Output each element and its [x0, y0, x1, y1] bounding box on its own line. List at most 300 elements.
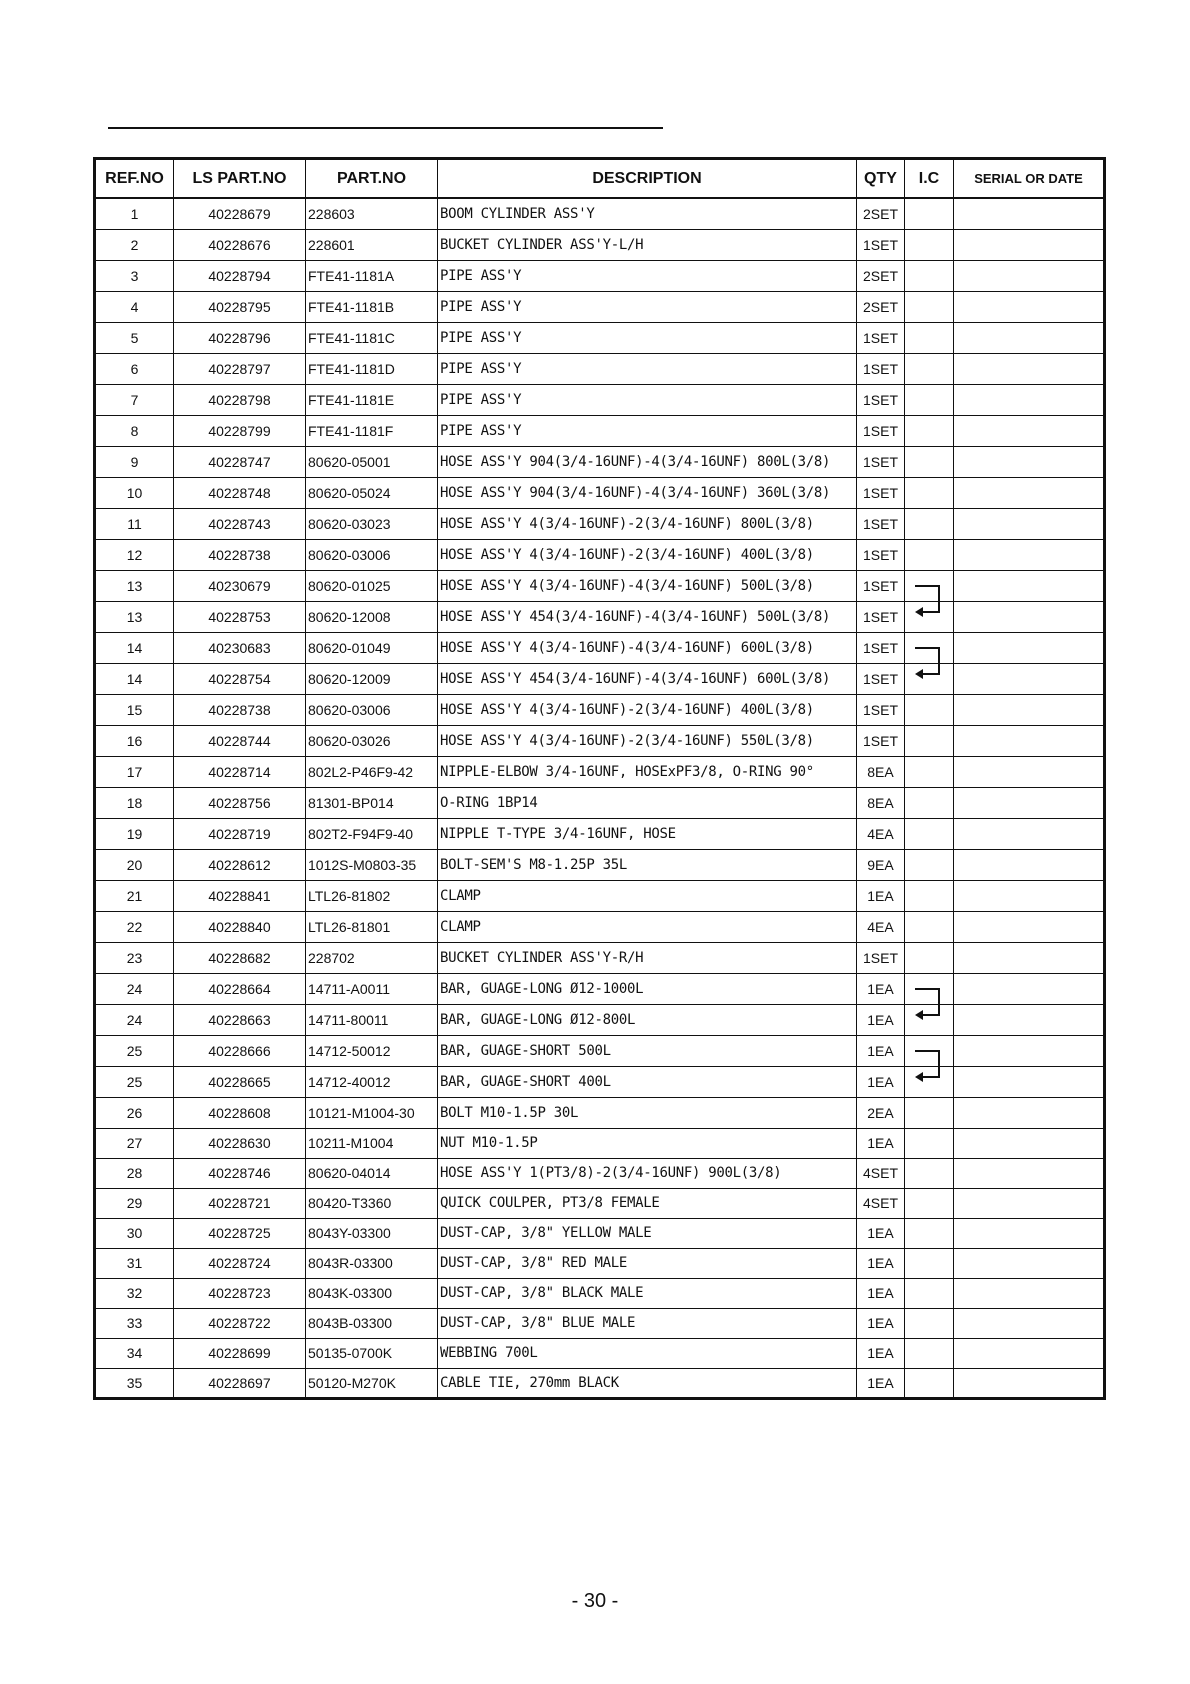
interchange-bracket-icon — [915, 1050, 941, 1067]
cell-part-no: 80620-03006 — [306, 539, 438, 570]
table-row — [95, 508, 1105, 539]
cell-ref-no: 25 — [95, 1066, 174, 1097]
cell-ls-part-no: 40228753 — [174, 601, 306, 632]
cell-ls-part-no: 40228664 — [174, 973, 306, 1004]
cell-qty: 1SET — [857, 477, 905, 508]
cell-qty: 1EA — [857, 1035, 905, 1066]
cell-description: BAR, GUAGE-LONG Ø12-800L — [438, 1004, 857, 1035]
cell-serial-or-date — [954, 446, 1105, 477]
cell-qty: 1EA — [857, 1368, 905, 1398]
table-row — [95, 942, 1105, 973]
cell-ref-no: 27 — [95, 1128, 174, 1158]
cell-serial-or-date — [954, 198, 1105, 229]
table-row — [95, 260, 1105, 291]
cell-ls-part-no: 40228608 — [174, 1097, 306, 1128]
cell-qty: 8EA — [857, 787, 905, 818]
cell-ls-part-no: 40228743 — [174, 508, 306, 539]
cell-serial-or-date — [954, 1248, 1105, 1278]
table-row — [95, 1097, 1105, 1128]
cell-interchange — [905, 1368, 954, 1398]
cell-serial-or-date — [954, 942, 1105, 973]
cell-interchange — [905, 291, 954, 322]
cell-ref-no: 24 — [95, 973, 174, 1004]
cell-ref-no: 16 — [95, 725, 174, 756]
cell-qty: 1EA — [857, 973, 905, 1004]
cell-ref-no: 18 — [95, 787, 174, 818]
cell-ref-no: 14 — [95, 663, 174, 694]
cell-ls-part-no: 40228724 — [174, 1248, 306, 1278]
cell-part-no: 80620-05001 — [306, 446, 438, 477]
cell-qty: 2SET — [857, 260, 905, 291]
cell-part-no: 81301-BP014 — [306, 787, 438, 818]
cell-qty: 1SET — [857, 229, 905, 260]
cell-ls-part-no: 40228679 — [174, 198, 306, 229]
cell-qty: 1SET — [857, 446, 905, 477]
cell-ls-part-no: 40228665 — [174, 1066, 306, 1097]
cell-serial-or-date — [954, 415, 1105, 446]
cell-description: WEBBING 700L — [438, 1338, 857, 1368]
cell-description: BUCKET CYLINDER ASS'Y-R/H — [438, 942, 857, 973]
cell-part-no: FTE41-1181D — [306, 353, 438, 384]
cell-part-no: 80420-T3360 — [306, 1188, 438, 1218]
cell-description: HOSE ASS'Y 4(3/4-16UNF)-2(3/4-16UNF) 400L(3/8) — [438, 539, 857, 570]
cell-interchange — [905, 570, 954, 601]
cell-interchange — [905, 1066, 954, 1097]
header-part-no: PART.NO — [306, 159, 438, 199]
cell-interchange — [905, 477, 954, 508]
cell-ls-part-no: 40228796 — [174, 322, 306, 353]
cell-qty: 2SET — [857, 291, 905, 322]
cell-ref-no: 29 — [95, 1188, 174, 1218]
interchange-bracket-icon — [915, 988, 941, 1005]
cell-serial-or-date — [954, 694, 1105, 725]
cell-ls-part-no: 40228725 — [174, 1218, 306, 1248]
cell-interchange — [905, 1278, 954, 1308]
cell-ref-no: 23 — [95, 942, 174, 973]
cell-ref-no: 13 — [95, 601, 174, 632]
cell-qty: 1SET — [857, 415, 905, 446]
cell-description: HOSE ASS'Y 454(3/4-16UNF)-4(3/4-16UNF) 600L(3/8) — [438, 663, 857, 694]
cell-serial-or-date — [954, 1278, 1105, 1308]
cell-ref-no: 28 — [95, 1158, 174, 1188]
cell-ref-no: 35 — [95, 1368, 174, 1398]
cell-serial-or-date — [954, 973, 1105, 1004]
cell-ls-part-no: 40228797 — [174, 353, 306, 384]
cell-ls-part-no: 40228841 — [174, 880, 306, 911]
cell-part-no: 80620-03026 — [306, 725, 438, 756]
cell-ls-part-no: 40228795 — [174, 291, 306, 322]
cell-interchange — [905, 446, 954, 477]
table-row — [95, 725, 1105, 756]
cell-description: PIPE ASS'Y — [438, 260, 857, 291]
cell-description: HOSE ASS'Y 454(3/4-16UNF)-4(3/4-16UNF) 500L(3/8) — [438, 601, 857, 632]
cell-ref-no: 17 — [95, 756, 174, 787]
cell-interchange — [905, 508, 954, 539]
cell-qty: 4SET — [857, 1188, 905, 1218]
cell-ref-no: 8 — [95, 415, 174, 446]
table-row — [95, 353, 1105, 384]
cell-ref-no: 22 — [95, 911, 174, 942]
header-ls-part-no: LS PART.NO — [174, 159, 306, 199]
cell-qty: 2EA — [857, 1097, 905, 1128]
cell-serial-or-date — [954, 570, 1105, 601]
cell-part-no: 14711-80011 — [306, 1004, 438, 1035]
table-row — [95, 880, 1105, 911]
parts-list-table — [93, 157, 1106, 1400]
header-serial-or-date: SERIAL OR DATE — [954, 159, 1105, 199]
table-row — [95, 1066, 1105, 1097]
cell-serial-or-date — [954, 849, 1105, 880]
cell-part-no: LTL26-81801 — [306, 911, 438, 942]
cell-interchange — [905, 353, 954, 384]
cell-description: BAR, GUAGE-SHORT 500L — [438, 1035, 857, 1066]
cell-serial-or-date — [954, 1004, 1105, 1035]
cell-part-no: 80620-03006 — [306, 694, 438, 725]
cell-description: BOLT M10-1.5P 30L — [438, 1097, 857, 1128]
cell-description: HOSE ASS'Y 4(3/4-16UNF)-4(3/4-16UNF) 600L(3/8) — [438, 632, 857, 663]
cell-interchange — [905, 1188, 954, 1218]
cell-ref-no: 32 — [95, 1278, 174, 1308]
cell-serial-or-date — [954, 911, 1105, 942]
table-row — [95, 1128, 1105, 1158]
cell-part-no: FTE41-1181F — [306, 415, 438, 446]
cell-interchange — [905, 787, 954, 818]
cell-ls-part-no: 40228722 — [174, 1308, 306, 1338]
cell-part-no: FTE41-1181E — [306, 384, 438, 415]
cell-qty: 4EA — [857, 818, 905, 849]
cell-ref-no: 2 — [95, 229, 174, 260]
cell-interchange — [905, 384, 954, 415]
cell-qty: 9EA — [857, 849, 905, 880]
cell-qty: 4EA — [857, 911, 905, 942]
cell-description: HOSE ASS'Y 4(3/4-16UNF)-2(3/4-16UNF) 400L(3/8) — [438, 694, 857, 725]
cell-interchange — [905, 539, 954, 570]
cell-qty: 1EA — [857, 1308, 905, 1338]
cell-description: HOSE ASS'Y 904(3/4-16UNF)-4(3/4-16UNF) 360L(3/8) — [438, 477, 857, 508]
interchange-arrow-left-icon — [915, 663, 941, 680]
cell-ls-part-no: 40230679 — [174, 570, 306, 601]
cell-qty: 1SET — [857, 725, 905, 756]
cell-ls-part-no: 40228721 — [174, 1188, 306, 1218]
table-row — [95, 1338, 1105, 1368]
table-row — [95, 1188, 1105, 1218]
cell-interchange — [905, 849, 954, 880]
cell-qty: 1SET — [857, 663, 905, 694]
cell-serial-or-date — [954, 508, 1105, 539]
cell-interchange — [905, 1035, 954, 1066]
cell-description: HOSE ASS'Y 4(3/4-16UNF)-2(3/4-16UNF) 550L(3/8) — [438, 725, 857, 756]
cell-serial-or-date — [954, 1368, 1105, 1398]
cell-ls-part-no: 40228738 — [174, 694, 306, 725]
header-ref-no: REF.NO — [95, 159, 174, 199]
cell-description: NIPPLE T-TYPE 3/4-16UNF, HOSE — [438, 818, 857, 849]
cell-serial-or-date — [954, 1128, 1105, 1158]
cell-serial-or-date — [954, 1158, 1105, 1188]
cell-qty: 1EA — [857, 880, 905, 911]
cell-part-no: 8043Y-03300 — [306, 1218, 438, 1248]
table-row — [95, 415, 1105, 446]
cell-interchange — [905, 818, 954, 849]
table-row — [95, 1218, 1105, 1248]
cell-serial-or-date — [954, 1338, 1105, 1368]
cell-interchange — [905, 1097, 954, 1128]
cell-description: PIPE ASS'Y — [438, 353, 857, 384]
cell-serial-or-date — [954, 818, 1105, 849]
cell-interchange — [905, 632, 954, 663]
cell-serial-or-date — [954, 539, 1105, 570]
cell-qty: 4SET — [857, 1158, 905, 1188]
cell-ref-no: 20 — [95, 849, 174, 880]
cell-serial-or-date — [954, 1188, 1105, 1218]
cell-qty: 8EA — [857, 756, 905, 787]
table-row — [95, 1035, 1105, 1066]
table-row — [95, 1004, 1105, 1035]
cell-qty: 1SET — [857, 632, 905, 663]
cell-part-no: 802L2-P46F9-42 — [306, 756, 438, 787]
cell-description: BUCKET CYLINDER ASS'Y-L/H — [438, 229, 857, 260]
interchange-bracket-icon — [915, 585, 941, 602]
cell-qty: 1SET — [857, 570, 905, 601]
table-row — [95, 570, 1105, 601]
cell-serial-or-date — [954, 725, 1105, 756]
cell-description: BOLT-SEM'S M8-1.25P 35L — [438, 849, 857, 880]
cell-description: BAR, GUAGE-LONG Ø12-1000L — [438, 973, 857, 1004]
cell-ref-no: 7 — [95, 384, 174, 415]
cell-ls-part-no: 40228630 — [174, 1128, 306, 1158]
cell-ls-part-no: 40228682 — [174, 942, 306, 973]
cell-description: HOSE ASS'Y 1(PT3/8)-2(3/4-16UNF) 900L(3/8) — [438, 1158, 857, 1188]
cell-qty: 1EA — [857, 1218, 905, 1248]
cell-description: PIPE ASS'Y — [438, 384, 857, 415]
cell-description: DUST-CAP, 3/8" YELLOW MALE — [438, 1218, 857, 1248]
cell-part-no: 80620-12008 — [306, 601, 438, 632]
cell-ref-no: 6 — [95, 353, 174, 384]
table-row — [95, 1278, 1105, 1308]
cell-part-no: 228603 — [306, 198, 438, 229]
cell-part-no: 80620-05024 — [306, 477, 438, 508]
cell-part-no: 8043R-03300 — [306, 1248, 438, 1278]
header-qty: QTY — [857, 159, 905, 199]
interchange-arrow-left-icon — [915, 1004, 941, 1021]
cell-part-no: 50135-0700K — [306, 1338, 438, 1368]
table-row — [95, 694, 1105, 725]
cell-serial-or-date — [954, 756, 1105, 787]
table-row — [95, 601, 1105, 632]
cell-ls-part-no: 40228754 — [174, 663, 306, 694]
table-row — [95, 322, 1105, 353]
table-header-row — [95, 159, 1105, 199]
table-row — [95, 632, 1105, 663]
table-row — [95, 539, 1105, 570]
table-row — [95, 911, 1105, 942]
cell-qty: 1SET — [857, 942, 905, 973]
cell-ref-no: 34 — [95, 1338, 174, 1368]
cell-serial-or-date — [954, 601, 1105, 632]
cell-serial-or-date — [954, 477, 1105, 508]
table-row — [95, 818, 1105, 849]
cell-serial-or-date — [954, 1097, 1105, 1128]
cell-qty: 1SET — [857, 694, 905, 725]
cell-interchange — [905, 694, 954, 725]
cell-description: NUT M10-1.5P — [438, 1128, 857, 1158]
cell-ls-part-no: 40228723 — [174, 1278, 306, 1308]
header-ic: I.C — [905, 159, 954, 199]
cell-interchange — [905, 322, 954, 353]
cell-part-no: 50120-M270K — [306, 1368, 438, 1398]
cell-serial-or-date — [954, 1308, 1105, 1338]
cell-part-no: 228702 — [306, 942, 438, 973]
cell-ref-no: 14 — [95, 632, 174, 663]
cell-serial-or-date — [954, 353, 1105, 384]
cell-ref-no: 9 — [95, 446, 174, 477]
table-row — [95, 1158, 1105, 1188]
cell-serial-or-date — [954, 260, 1105, 291]
table-row — [95, 1248, 1105, 1278]
cell-part-no: 80620-01025 — [306, 570, 438, 601]
cell-serial-or-date — [954, 291, 1105, 322]
cell-serial-or-date — [954, 787, 1105, 818]
cell-serial-or-date — [954, 632, 1105, 663]
cell-description: NIPPLE-ELBOW 3/4-16UNF, HOSExPF3/8, O-RING 90° — [438, 756, 857, 787]
cell-ls-part-no: 40228756 — [174, 787, 306, 818]
cell-part-no: 14711-A0011 — [306, 973, 438, 1004]
table-row — [95, 1308, 1105, 1338]
cell-interchange — [905, 942, 954, 973]
cell-ref-no: 4 — [95, 291, 174, 322]
cell-interchange — [905, 1128, 954, 1158]
cell-interchange — [905, 725, 954, 756]
cell-interchange — [905, 1158, 954, 1188]
cell-ref-no: 26 — [95, 1097, 174, 1128]
cell-interchange — [905, 229, 954, 260]
cell-ref-no: 33 — [95, 1308, 174, 1338]
cell-serial-or-date — [954, 1066, 1105, 1097]
cell-serial-or-date — [954, 1035, 1105, 1066]
interchange-arrow-left-icon — [915, 1066, 941, 1083]
cell-ls-part-no: 40228840 — [174, 911, 306, 942]
cell-part-no: 14712-50012 — [306, 1035, 438, 1066]
page-number: - 30 - — [571, 1590, 619, 1612]
cell-part-no: 1012S-M0803-35 — [306, 849, 438, 880]
cell-part-no: 8043B-03300 — [306, 1308, 438, 1338]
cell-qty: 1SET — [857, 508, 905, 539]
table-row — [95, 477, 1105, 508]
table-body — [95, 198, 1105, 1398]
cell-part-no: 10211-M1004 — [306, 1128, 438, 1158]
cell-serial-or-date — [954, 880, 1105, 911]
cell-part-no: 8043K-03300 — [306, 1278, 438, 1308]
table-row — [95, 787, 1105, 818]
table-row — [95, 229, 1105, 260]
cell-qty: 1SET — [857, 322, 905, 353]
cell-serial-or-date — [954, 1218, 1105, 1248]
cell-qty: 1EA — [857, 1248, 905, 1278]
cell-ls-part-no: 40228719 — [174, 818, 306, 849]
cell-ls-part-no: 40228799 — [174, 415, 306, 446]
cell-description: DUST-CAP, 3/8" BLUE MALE — [438, 1308, 857, 1338]
cell-ls-part-no: 40228798 — [174, 384, 306, 415]
cell-description: PIPE ASS'Y — [438, 291, 857, 322]
table-row — [95, 756, 1105, 787]
header-description: DESCRIPTION — [438, 159, 857, 199]
cell-interchange — [905, 1338, 954, 1368]
cell-serial-or-date — [954, 322, 1105, 353]
cell-ls-part-no: 40228676 — [174, 229, 306, 260]
table-row — [95, 291, 1105, 322]
cell-ref-no: 21 — [95, 880, 174, 911]
cell-qty: 2SET — [857, 198, 905, 229]
cell-description: DUST-CAP, 3/8" RED MALE — [438, 1248, 857, 1278]
cell-part-no: FTE41-1181A — [306, 260, 438, 291]
cell-description: O-RING 1BP14 — [438, 787, 857, 818]
title-underline — [108, 127, 663, 129]
cell-ref-no: 25 — [95, 1035, 174, 1066]
cell-interchange — [905, 1308, 954, 1338]
table-row — [95, 198, 1105, 229]
table-row — [95, 1368, 1105, 1398]
cell-ls-part-no: 40228748 — [174, 477, 306, 508]
cell-description: QUICK COULPER, PT3/8 FEMALE — [438, 1188, 857, 1218]
cell-qty: 1SET — [857, 539, 905, 570]
cell-description: BAR, GUAGE-SHORT 400L — [438, 1066, 857, 1097]
cell-interchange — [905, 1218, 954, 1248]
cell-ls-part-no: 40228744 — [174, 725, 306, 756]
cell-part-no: 80620-12009 — [306, 663, 438, 694]
cell-ref-no: 1 — [95, 198, 174, 229]
cell-description: CLAMP — [438, 911, 857, 942]
cell-qty: 1SET — [857, 384, 905, 415]
cell-description: HOSE ASS'Y 904(3/4-16UNF)-4(3/4-16UNF) 800L(3/8) — [438, 446, 857, 477]
cell-ls-part-no: 40230683 — [174, 632, 306, 663]
cell-description: HOSE ASS'Y 4(3/4-16UNF)-2(3/4-16UNF) 800L(3/8) — [438, 508, 857, 539]
cell-qty: 1SET — [857, 353, 905, 384]
cell-interchange — [905, 198, 954, 229]
cell-description: CLAMP — [438, 880, 857, 911]
cell-part-no: FTE41-1181B — [306, 291, 438, 322]
cell-interchange — [905, 880, 954, 911]
cell-part-no: LTL26-81802 — [306, 880, 438, 911]
cell-ref-no: 10 — [95, 477, 174, 508]
cell-qty: 1EA — [857, 1338, 905, 1368]
cell-ls-part-no: 40228666 — [174, 1035, 306, 1066]
table-row — [95, 849, 1105, 880]
cell-interchange — [905, 415, 954, 446]
cell-ls-part-no: 40228738 — [174, 539, 306, 570]
cell-description: PIPE ASS'Y — [438, 322, 857, 353]
cell-ls-part-no: 40228714 — [174, 756, 306, 787]
cell-description: CABLE TIE, 270mm BLACK — [438, 1368, 857, 1398]
cell-interchange — [905, 260, 954, 291]
cell-description: BOOM CYLINDER ASS'Y — [438, 198, 857, 229]
cell-part-no: 14712-40012 — [306, 1066, 438, 1097]
cell-interchange — [905, 911, 954, 942]
table-row — [95, 663, 1105, 694]
cell-ref-no: 11 — [95, 508, 174, 539]
cell-qty: 1EA — [857, 1128, 905, 1158]
cell-ref-no: 31 — [95, 1248, 174, 1278]
cell-ref-no: 24 — [95, 1004, 174, 1035]
table-row — [95, 973, 1105, 1004]
interchange-arrow-left-icon — [915, 601, 941, 618]
cell-interchange — [905, 663, 954, 694]
cell-serial-or-date — [954, 229, 1105, 260]
cell-qty: 1EA — [857, 1278, 905, 1308]
cell-part-no: 80620-01049 — [306, 632, 438, 663]
cell-ls-part-no: 40228747 — [174, 446, 306, 477]
cell-ref-no: 19 — [95, 818, 174, 849]
cell-ls-part-no: 40228746 — [174, 1158, 306, 1188]
cell-part-no: 802T2-F94F9-40 — [306, 818, 438, 849]
